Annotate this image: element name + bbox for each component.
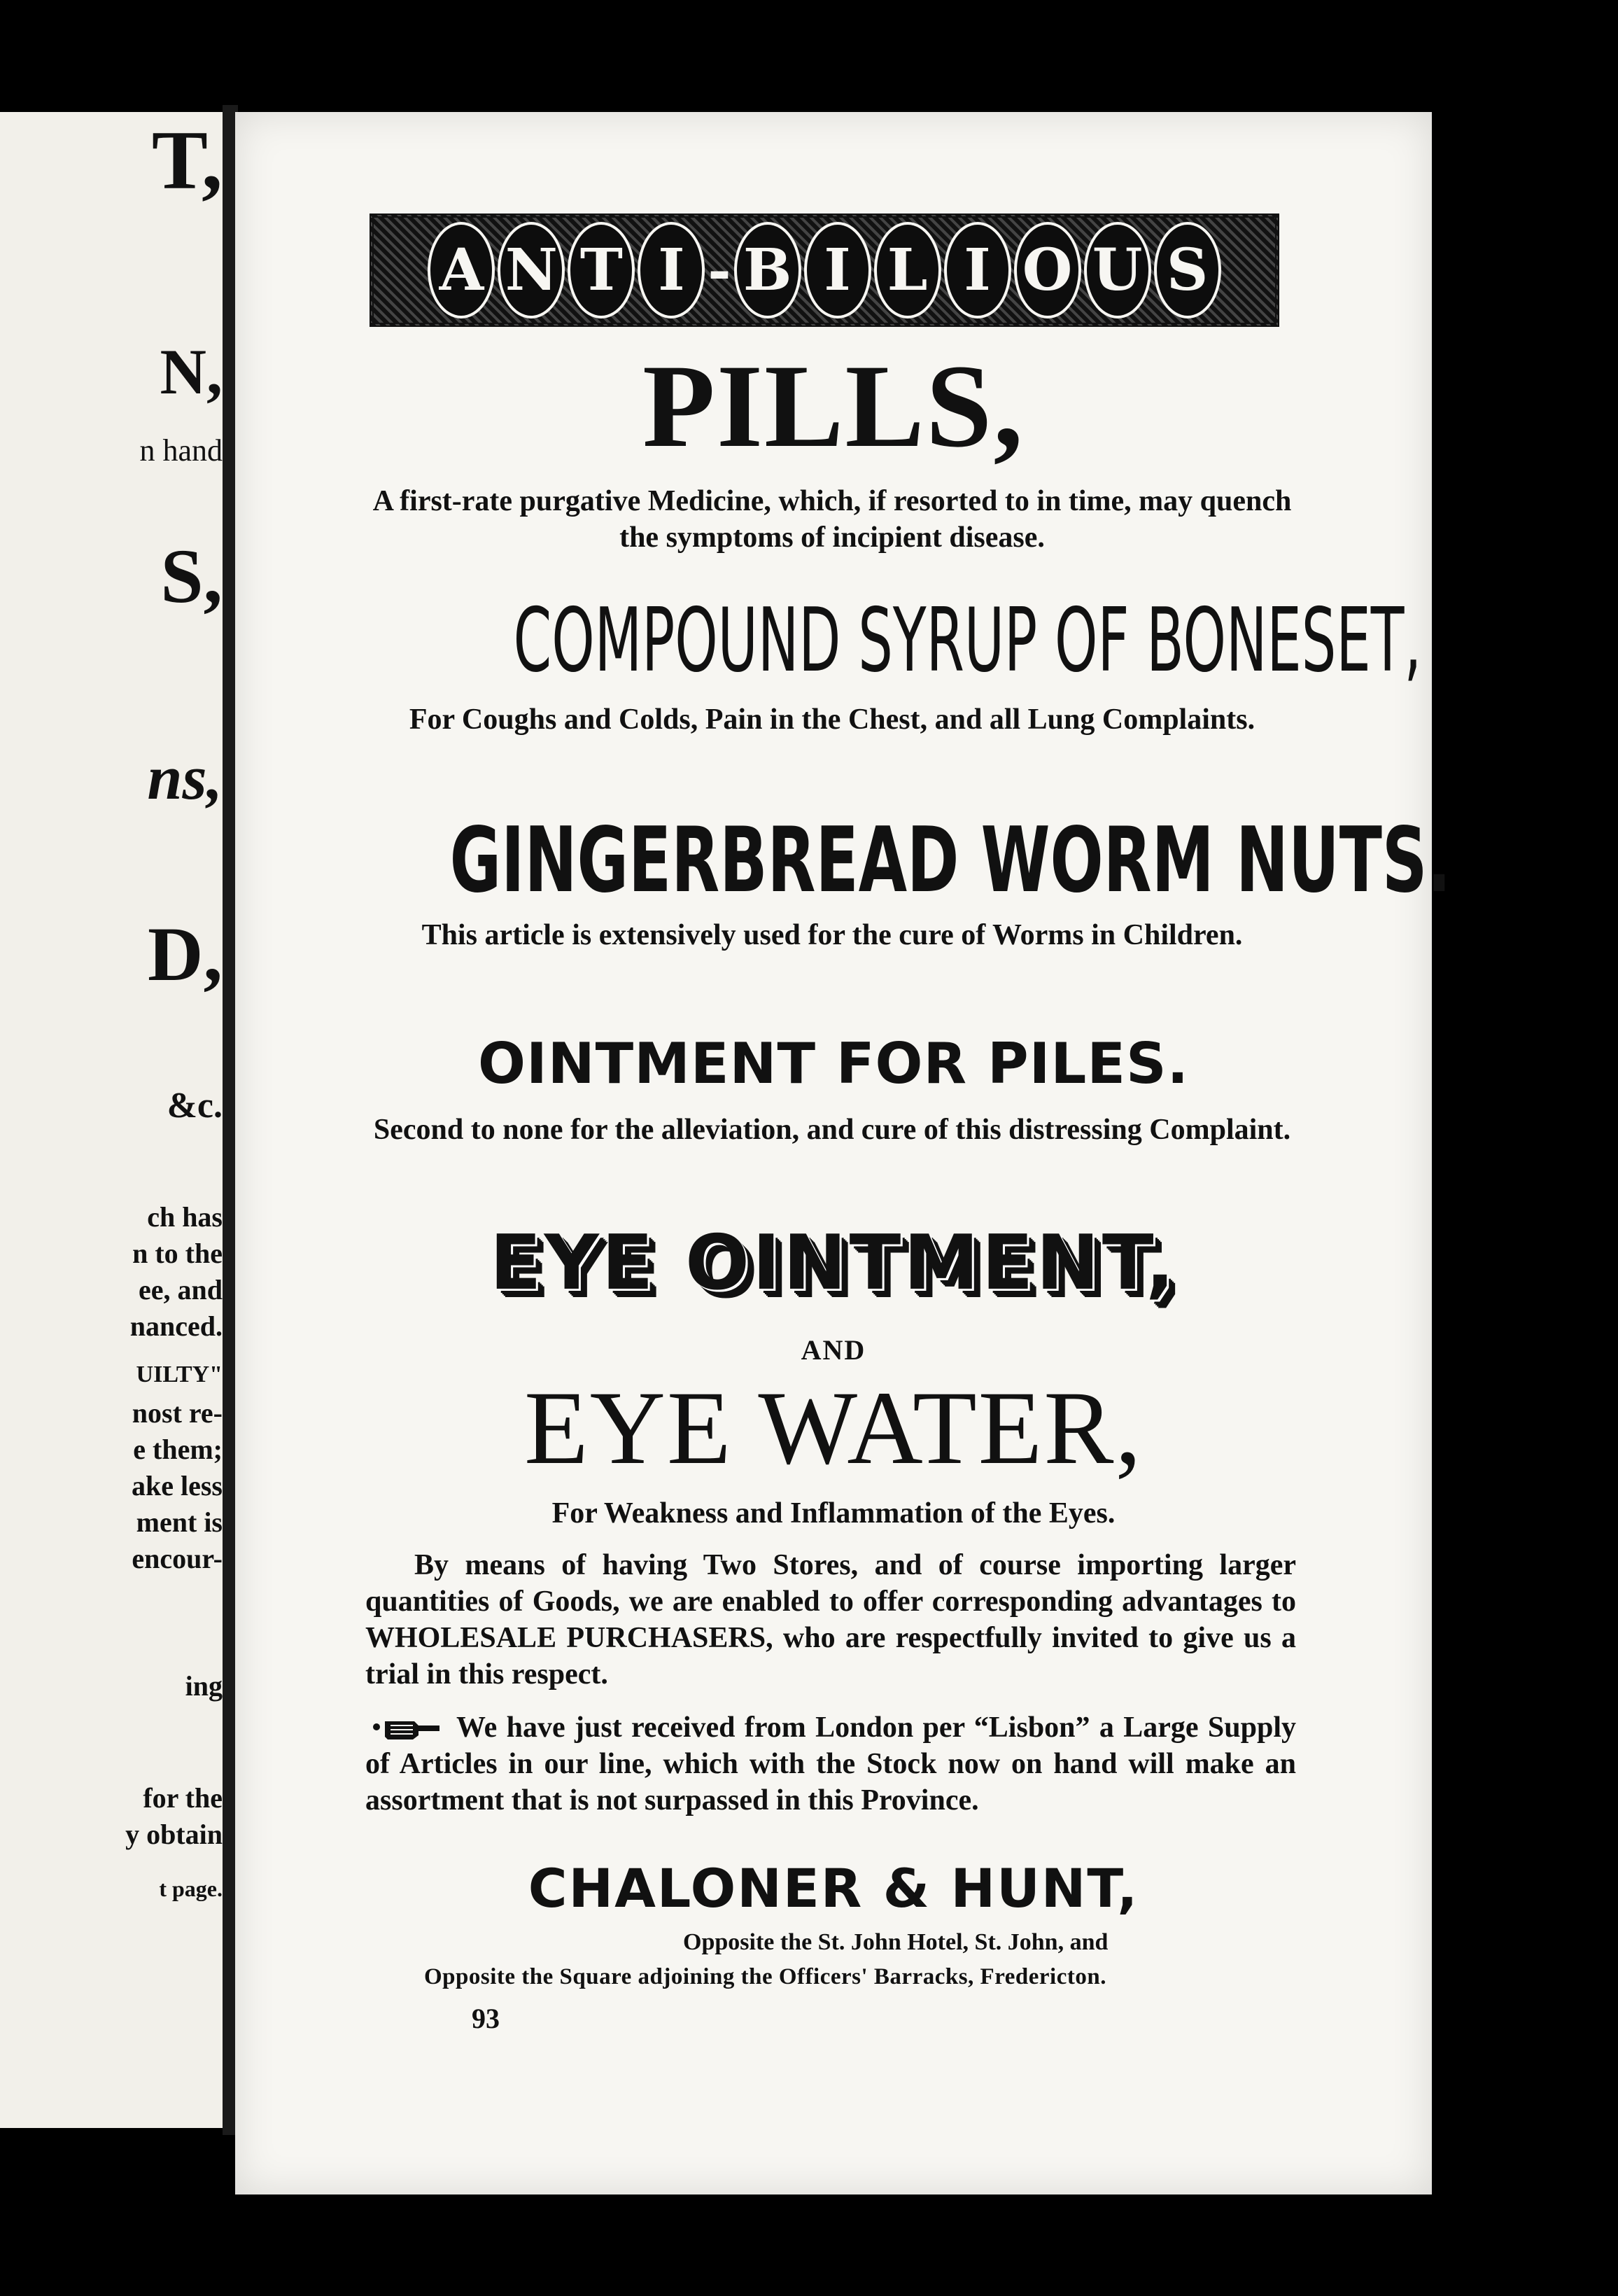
banner-letter: B [734, 222, 801, 318]
pointing-hand-icon [372, 1715, 442, 1751]
banner-letter: L [874, 222, 941, 318]
piles-title: OINTMENT FOR PILES. [477, 1031, 1190, 1096]
advertisement-page [235, 112, 1451, 2194]
merchant-block [235, 1855, 1432, 1922]
eye-water-block [235, 1372, 1432, 1484]
facing-page-line: for the [143, 1782, 223, 1814]
address-line-1: Opposite the St. John Hotel, St. John, and [683, 1929, 1109, 1955]
facing-page-line: T, [151, 113, 223, 206]
piles-description: Second to none for the alleviation, and cure of this distressing Complaint. [373, 1114, 1291, 1146]
worm-description: This article is extensively used for the cure of Worms in Children. [421, 919, 1243, 951]
banner-letter: A [428, 222, 495, 318]
facing-page-line: e them; [133, 1434, 223, 1465]
banner-letter: I [944, 222, 1011, 318]
pills-title-block [235, 340, 1432, 472]
facing-page-line: nanced. [129, 1310, 223, 1342]
facing-page-line: encour- [132, 1543, 223, 1574]
eye-water-title: EYE WATER, [524, 1370, 1143, 1486]
facing-page-line: UILTY" [136, 1362, 223, 1387]
banner-letter: T [568, 222, 635, 318]
banner-letter: O [1014, 222, 1081, 318]
and-word: AND [801, 1334, 866, 1366]
merchant-name: CHALONER & HUNT, [528, 1857, 1139, 1919]
worm-title: GINGERBREAD WORM NUTS. [449, 808, 1451, 913]
facing-page-line: &c. [167, 1086, 223, 1126]
eye-ointment-title: EYE OINTMENT, [489, 1219, 1178, 1307]
notice-text: We have just received from London per “Lisbon” a Large Supply of Articles in our line, which with the Stock now on hand will make an assortment that is not surpassed in this Province. [365, 1712, 1296, 1816]
eye-water-desc-block [235, 1497, 1432, 1530]
pills-title: PILLS, [642, 340, 1025, 472]
facing-page [0, 112, 223, 2128]
facing-page-line: S, [160, 533, 223, 619]
notice-paragraph [365, 1709, 1296, 1819]
address-line-2: Opposite the Square adjoining the Officers' Barracks, Fredericton. [424, 1964, 1106, 1989]
facing-page-line: ns, [147, 743, 223, 813]
anti-bilious-banner [370, 214, 1279, 327]
syrup-description: For Coughs and Colds, Pain in the Chest, and all Lung Complaints. [409, 704, 1255, 736]
facing-page-line: y obtain [125, 1819, 223, 1850]
facing-page-line: ee, and [139, 1274, 223, 1306]
syrup-title: COMPOUND SYRUP OF BONESET, [513, 589, 1422, 692]
eye-ointment-block [235, 1218, 1432, 1309]
facing-page-line: N, [160, 336, 223, 407]
worm-title-block [235, 808, 1451, 913]
piles-title-block [235, 1029, 1432, 1099]
facing-page-line: ment is [136, 1506, 223, 1538]
and-block [235, 1334, 1432, 1366]
eye-water-description: For Weakness and Inflammation of the Eyes. [551, 1497, 1116, 1530]
banner-letter: I [638, 222, 705, 318]
syrup-title-block [235, 588, 1432, 693]
banner-letter: N [498, 222, 565, 318]
facing-page-line: ch has [147, 1201, 223, 1233]
facing-page-line: ing [185, 1670, 223, 1702]
facing-page-line: t page. [159, 1876, 223, 1901]
facing-page-line: n hand [139, 433, 223, 468]
banner-letter: S [1154, 222, 1221, 318]
banner-hyphen: - [708, 237, 731, 303]
facing-page-line: D, [148, 911, 223, 997]
wholesale-paragraph: By means of having Two Stores, and of course importing larger quantities of Goods, we are enabled to offer corresponding advantages to WHOLESALE PURCHASERS, who are respectfully invited to give us a trial in this respect. [365, 1549, 1296, 1690]
facing-page-line: n to the [132, 1238, 223, 1269]
facing-page-line: nost re- [132, 1397, 223, 1429]
banner-letter: U [1084, 222, 1151, 318]
facing-page-line: ake less [132, 1470, 223, 1502]
banner-letter: I [804, 222, 871, 318]
page-number: 93 [472, 2003, 500, 2034]
pills-description: A first-rate purgative Medicine, which, if resorted to in time, may quench the symptoms of incipient disease. [372, 485, 1292, 554]
